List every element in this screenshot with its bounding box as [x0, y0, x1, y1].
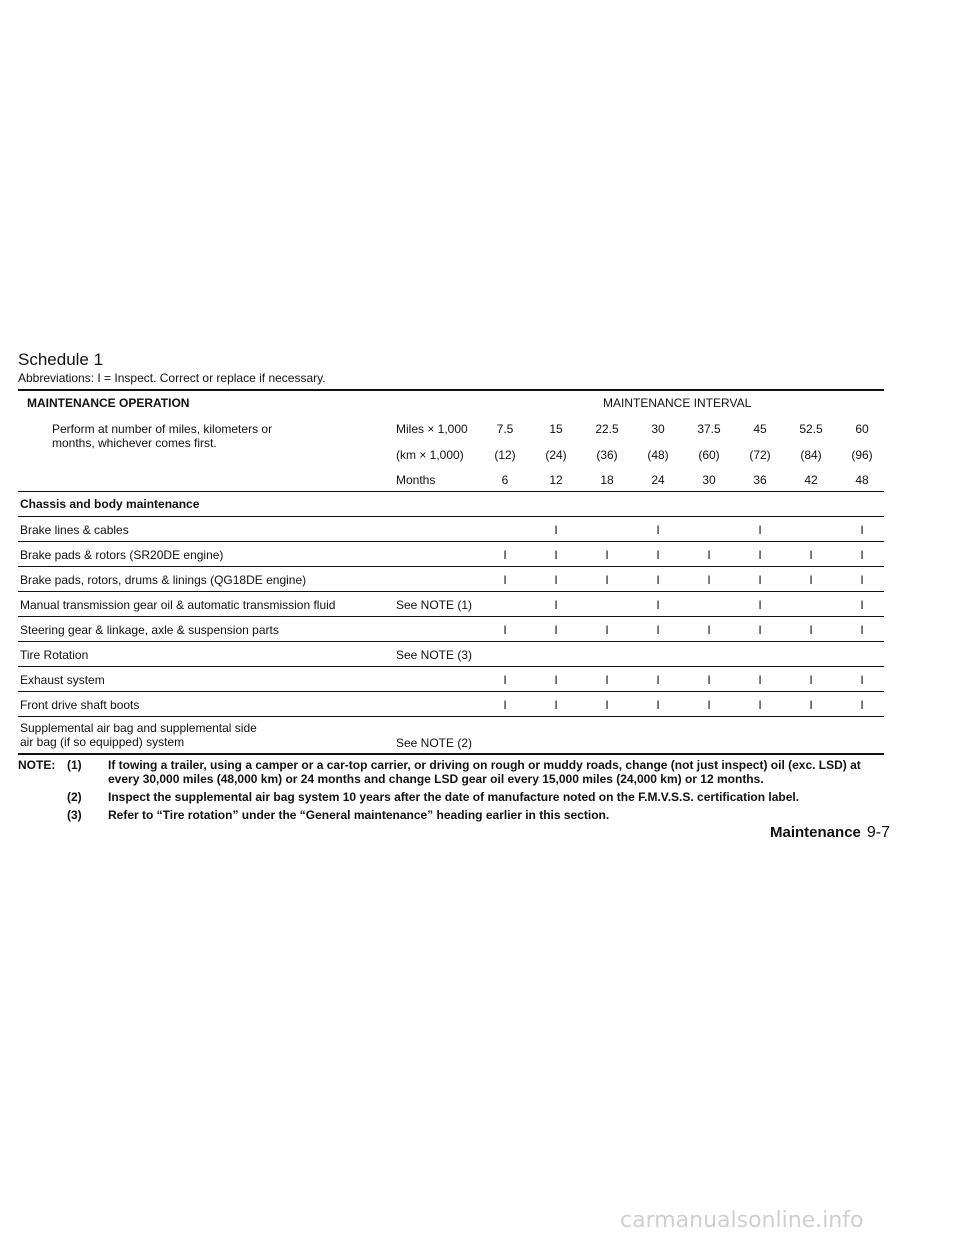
notes-block: [18, 758, 884, 822]
interval-mark: I: [605, 548, 609, 562]
schedule-page: [18, 350, 884, 826]
interval-mark: I: [860, 523, 864, 537]
interval-mark: I: [554, 523, 558, 537]
months-unit-label: Months: [396, 473, 436, 487]
interval-mark: I: [758, 698, 762, 712]
note-text: If towing a trailer, using a camper or a car-top carrier, or driving on rough or muddy roads, change (not just inspect) oil (exc. LSD) at every 30,000 miles (48,000 km) or 24 months and change LSD gear oil every 15,000 miles (24,000 km) or 12 months.: [108, 758, 861, 786]
interval-mark: I: [860, 548, 864, 562]
note-item: [18, 790, 884, 804]
schedule-title: Schedule 1: [18, 350, 104, 369]
interval-mark: I: [656, 573, 660, 587]
miles-interval-cell: 60: [855, 422, 869, 436]
km-interval-cell: (72): [749, 448, 771, 462]
interval-mark: I: [809, 573, 813, 587]
interval-mark: I: [707, 673, 711, 687]
interval-mark: I: [503, 548, 507, 562]
months-interval-cell: 12: [549, 473, 563, 487]
interval-mark: I: [860, 573, 864, 587]
interval-mark: I: [809, 698, 813, 712]
interval-mark: I: [605, 673, 609, 687]
months-interval-cell: 48: [855, 473, 869, 487]
section-title: Chassis and body maintenance: [20, 497, 200, 511]
km-interval-cell: (24): [545, 448, 567, 462]
table-row: [18, 591, 884, 616]
operation-label: Steering gear & linkage, axle & suspension parts: [20, 623, 279, 637]
interval-mark: I: [707, 548, 711, 562]
note-number: (1): [67, 758, 82, 772]
interval-mark: I: [809, 623, 813, 637]
months-interval-cell: 24: [651, 473, 665, 487]
abbreviations-line: Abbreviations: I = Inspect. Correct or replace if necessary.: [18, 371, 326, 385]
table-row: [18, 641, 884, 666]
operation-label: Tire Rotation: [20, 648, 89, 662]
km-interval-cell: (60): [698, 448, 720, 462]
interval-mark: I: [860, 673, 864, 687]
km-interval-cell: (48): [647, 448, 669, 462]
interval-mark: I: [554, 698, 558, 712]
interval-mark: I: [707, 623, 711, 637]
months-interval-cell: 36: [753, 473, 767, 487]
page-footer: [770, 824, 890, 842]
table-row: [18, 616, 884, 641]
months-interval-cell: 6: [501, 473, 509, 487]
interval-mark: I: [554, 623, 558, 637]
months-interval-cell: 42: [804, 473, 818, 487]
table-row: [18, 566, 884, 591]
operation-label: Supplemental air bag and supplemental side air bag (if so equipped) system: [20, 721, 257, 749]
operation-label: Manual transmission gear oil & automatic transmission fluid: [20, 598, 336, 612]
interval-mark: I: [656, 673, 660, 687]
interval-mark: I: [554, 598, 558, 612]
interval-mark: I: [860, 623, 864, 637]
months-interval-cell: 30: [702, 473, 716, 487]
interval-mark: I: [809, 673, 813, 687]
page-number: 9-7: [866, 824, 890, 841]
miles-interval-cell: 37.5: [697, 422, 721, 436]
interval-mark: I: [554, 573, 558, 587]
perform-instruction: Perform at number of miles, kilometers or months, whichever comes first.: [52, 422, 273, 450]
interval-mark: I: [554, 548, 558, 562]
km-interval-cell: (84): [800, 448, 822, 462]
miles-interval-cell: 30: [651, 422, 665, 436]
interval-mark: I: [554, 673, 558, 687]
note-item: [18, 808, 884, 822]
table-row: [18, 691, 884, 716]
interval-mark: I: [503, 698, 507, 712]
table-header: [18, 391, 884, 491]
miles-interval-cell: 22.5: [595, 422, 619, 436]
km-interval-cell: (36): [596, 448, 618, 462]
interval-mark: I: [758, 623, 762, 637]
miles-interval-cell: 45: [753, 422, 767, 436]
miles-unit-label: Miles × 1,000: [396, 422, 468, 436]
row-note-reference: See NOTE (1): [396, 598, 473, 612]
row-note-reference: See NOTE (3): [396, 648, 473, 662]
table-body: [18, 516, 884, 753]
interval-mark: I: [656, 548, 660, 562]
interval-mark: I: [758, 673, 762, 687]
operation-label: Brake pads, rotors, drums & linings (QG18DE engine): [20, 573, 307, 587]
interval-mark: I: [758, 548, 762, 562]
interval-mark: I: [860, 698, 864, 712]
interval-mark: I: [503, 573, 507, 587]
interval-mark: I: [656, 698, 660, 712]
interval-mark: I: [707, 573, 711, 587]
interval-mark: I: [758, 523, 762, 537]
footer-section: Maintenance: [770, 824, 861, 841]
note-item: [18, 758, 884, 786]
interval-mark: I: [503, 623, 507, 637]
months-interval-cell: 18: [600, 473, 614, 487]
interval-mark: I: [860, 598, 864, 612]
bottom-rule: [18, 753, 884, 755]
miles-interval-cell: 15: [549, 422, 563, 436]
table-row: [18, 666, 884, 691]
interval-mark: I: [605, 623, 609, 637]
miles-interval-cell: 52.5: [799, 422, 823, 436]
interval-mark: I: [707, 698, 711, 712]
note-text: Refer to “Tire rotation” under the “General maintenance” heading earlier in this section.: [108, 808, 610, 822]
row-note-reference: See NOTE (2): [396, 736, 473, 750]
operation-label: Exhaust system: [20, 673, 105, 687]
watermark: carmanualsonline.info: [620, 1208, 864, 1233]
operation-header: MAINTENANCE OPERATION: [27, 396, 190, 410]
interval-mark: I: [656, 598, 660, 612]
miles-interval-cell: 7.5: [496, 422, 514, 436]
interval-mark: I: [605, 573, 609, 587]
interval-mark: I: [809, 548, 813, 562]
operation-label: Brake pads & rotors (SR20DE engine): [20, 548, 224, 562]
table-row: [18, 716, 884, 753]
note-number: (3): [67, 808, 82, 822]
interval-header: MAINTENANCE INTERVAL: [603, 396, 752, 410]
operation-label: Front drive shaft boots: [20, 698, 140, 712]
interval-mark: I: [656, 623, 660, 637]
interval-mark: I: [758, 573, 762, 587]
table-row: [18, 516, 884, 541]
interval-mark: I: [503, 673, 507, 687]
interval-mark: I: [605, 698, 609, 712]
km-interval-cell: (12): [494, 448, 516, 462]
km-interval-cell: (96): [851, 448, 873, 462]
table-row: [18, 541, 884, 566]
note-tag: NOTE:: [18, 758, 56, 772]
interval-mark: I: [656, 523, 660, 537]
km-unit-label: (km × 1,000): [396, 448, 464, 462]
operation-label: Brake lines & cables: [20, 523, 129, 537]
note-text: Inspect the supplemental air bag system 10 years after the date of manufacture noted on the F.M.V.S.S. certification label.: [108, 790, 800, 804]
interval-mark: I: [758, 598, 762, 612]
note-number: (2): [67, 790, 82, 804]
